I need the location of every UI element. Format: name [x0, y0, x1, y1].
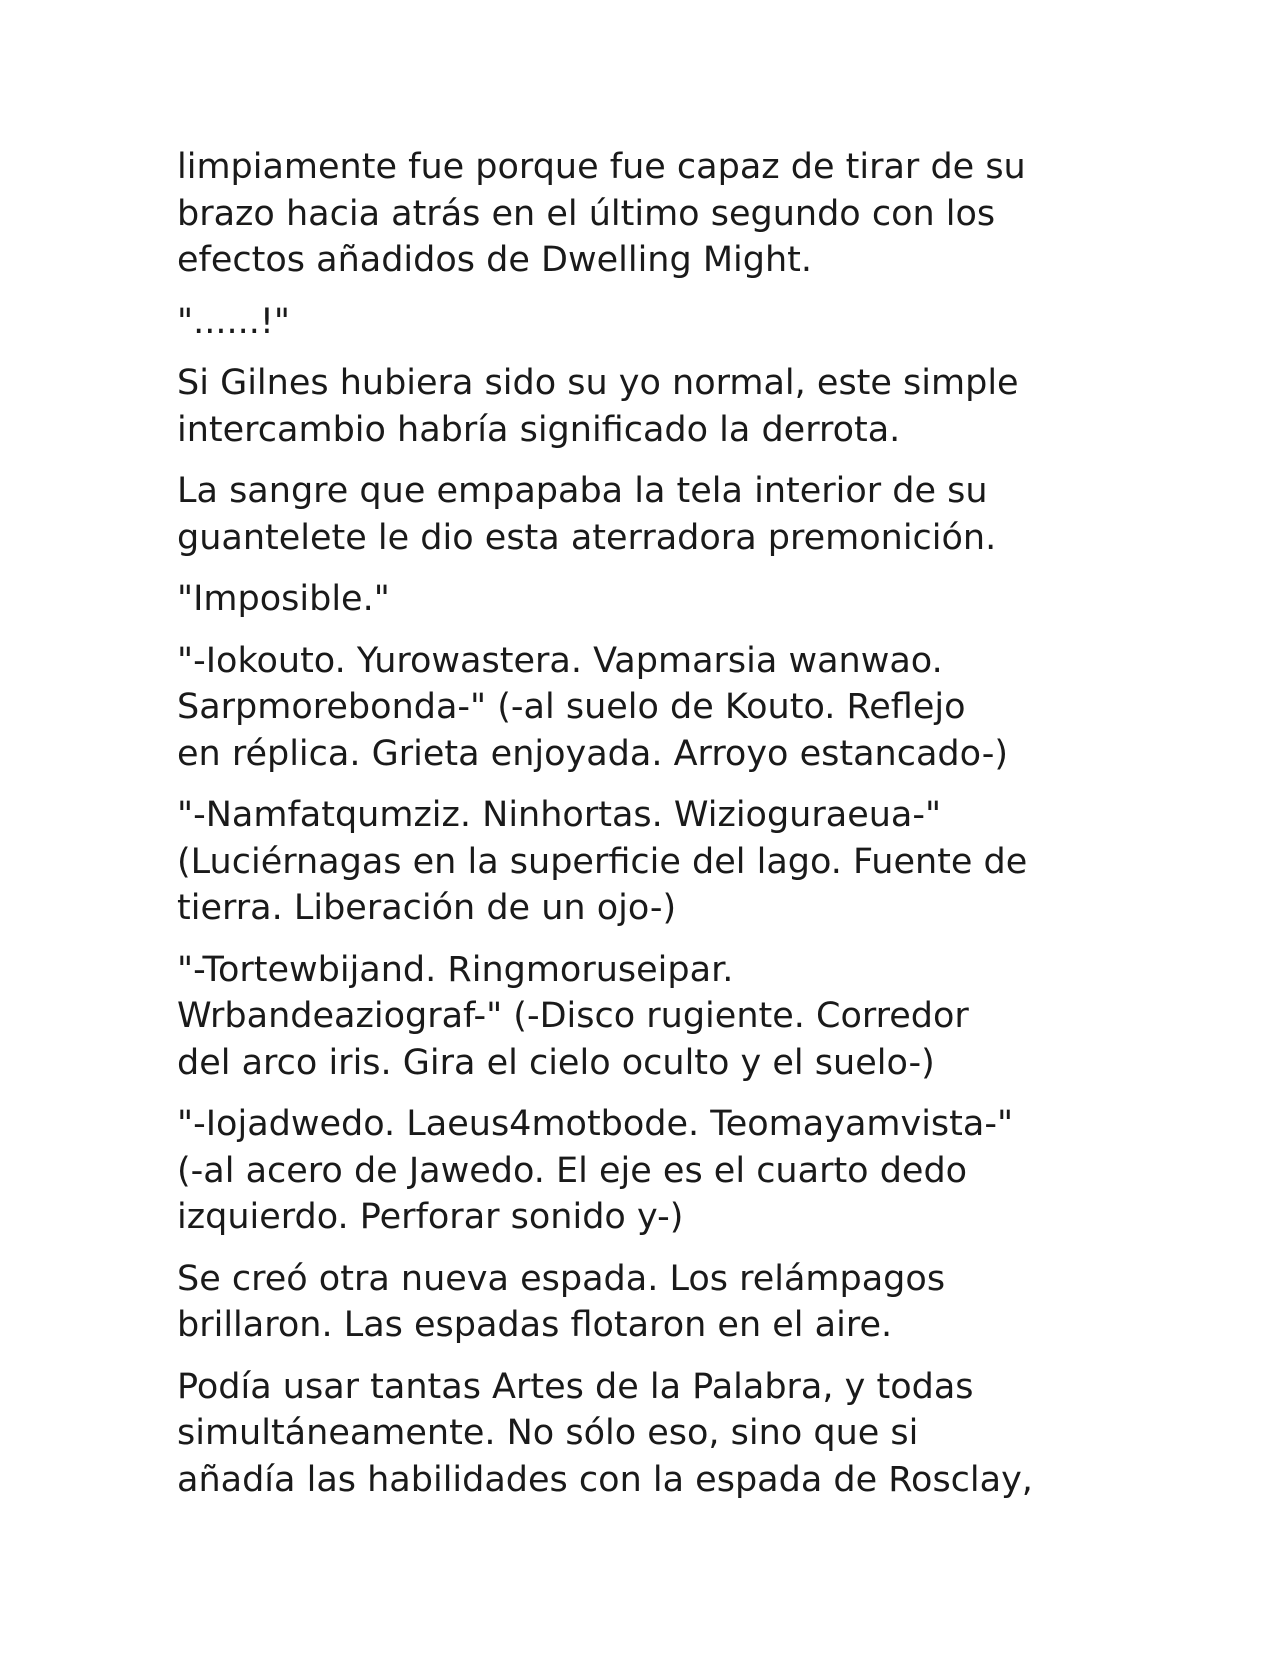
paragraph-11: [177, 1364, 1117, 1504]
text-line: "......!": [177, 301, 290, 342]
text-line: (Luciérnagas en la superficie del lago. Fuente de: [177, 841, 1028, 882]
text-line: intercambio habría significado la derrota.: [177, 409, 901, 450]
paragraph-7: [177, 792, 1117, 932]
paragraph-10: [177, 1256, 1117, 1349]
text-line: "-Iokouto. Yurowastera. Vapmarsia wanwao.: [177, 640, 943, 681]
paragraph-3: [177, 360, 1117, 453]
text-line: limpiamente fue porque fue capaz de tirar de su: [177, 147, 1026, 187]
text-line: guantelete le dio esta aterradora premonición.: [177, 517, 997, 558]
text-line: tierra. Liberación de un ojo-): [177, 888, 677, 928]
text-line: (-al acero de Jawedo. El eje es el cuarto dedo: [177, 1150, 968, 1191]
paragraph-1: [177, 144, 1117, 284]
text-line: Si Gilnes hubiera sido su yo normal, este simple: [177, 363, 1019, 403]
text-line: "-Iojadwedo. Laeus4motbode. Teomayamvista-": [177, 1104, 1014, 1144]
text-line: La sangre que empapaba la tela interior de su: [177, 471, 988, 511]
text-line: Wrbandeaziograf-" (-Disco rugiente. Corredor: [177, 996, 969, 1036]
text-line: "Imposible.": [177, 579, 390, 619]
paragraph-6: [177, 638, 1117, 778]
paragraph-9: [177, 1101, 1117, 1241]
text-line: del arco iris. Gira el cielo oculto y el suelo-): [177, 1042, 935, 1083]
text-line: izquierdo. Perforar sonido y-): [177, 1197, 684, 1237]
text-line: "-Namfatqumziz. Ninhortas. Wizioguraeua-": [177, 795, 942, 835]
text-line: Se creó otra nueva espada. Los relámpagos: [177, 1258, 946, 1299]
text-line: efectos añadidos de Dwelling Might.: [177, 240, 812, 280]
paragraph-5: [177, 576, 1117, 623]
text-line: añadía las habilidades con la espada de Rosclay,: [177, 1459, 1033, 1500]
text-line: Sarpmorebonda-" (-al suelo de Kouto. Reflejo: [177, 687, 966, 727]
paragraph-2: [177, 299, 1117, 346]
text-line: en réplica. Grieta enjoyada. Arroyo estancado-): [177, 733, 1008, 774]
text-line: "-Tortewbijand. Ringmoruseipar.: [177, 949, 734, 990]
text-line: Podía usar tantas Artes de la Palabra, y todas: [177, 1366, 974, 1407]
paragraph-4: [177, 468, 1117, 561]
text-line: simultáneamente. No sólo eso, sino que si: [177, 1413, 919, 1453]
paragraph-8: [177, 947, 1117, 1087]
text-line: brillaron. Las espadas flotaron en el aire.: [177, 1305, 893, 1345]
text-line: brazo hacia atrás en el último segundo con los: [177, 193, 996, 234]
document-page: [177, 144, 1117, 1518]
